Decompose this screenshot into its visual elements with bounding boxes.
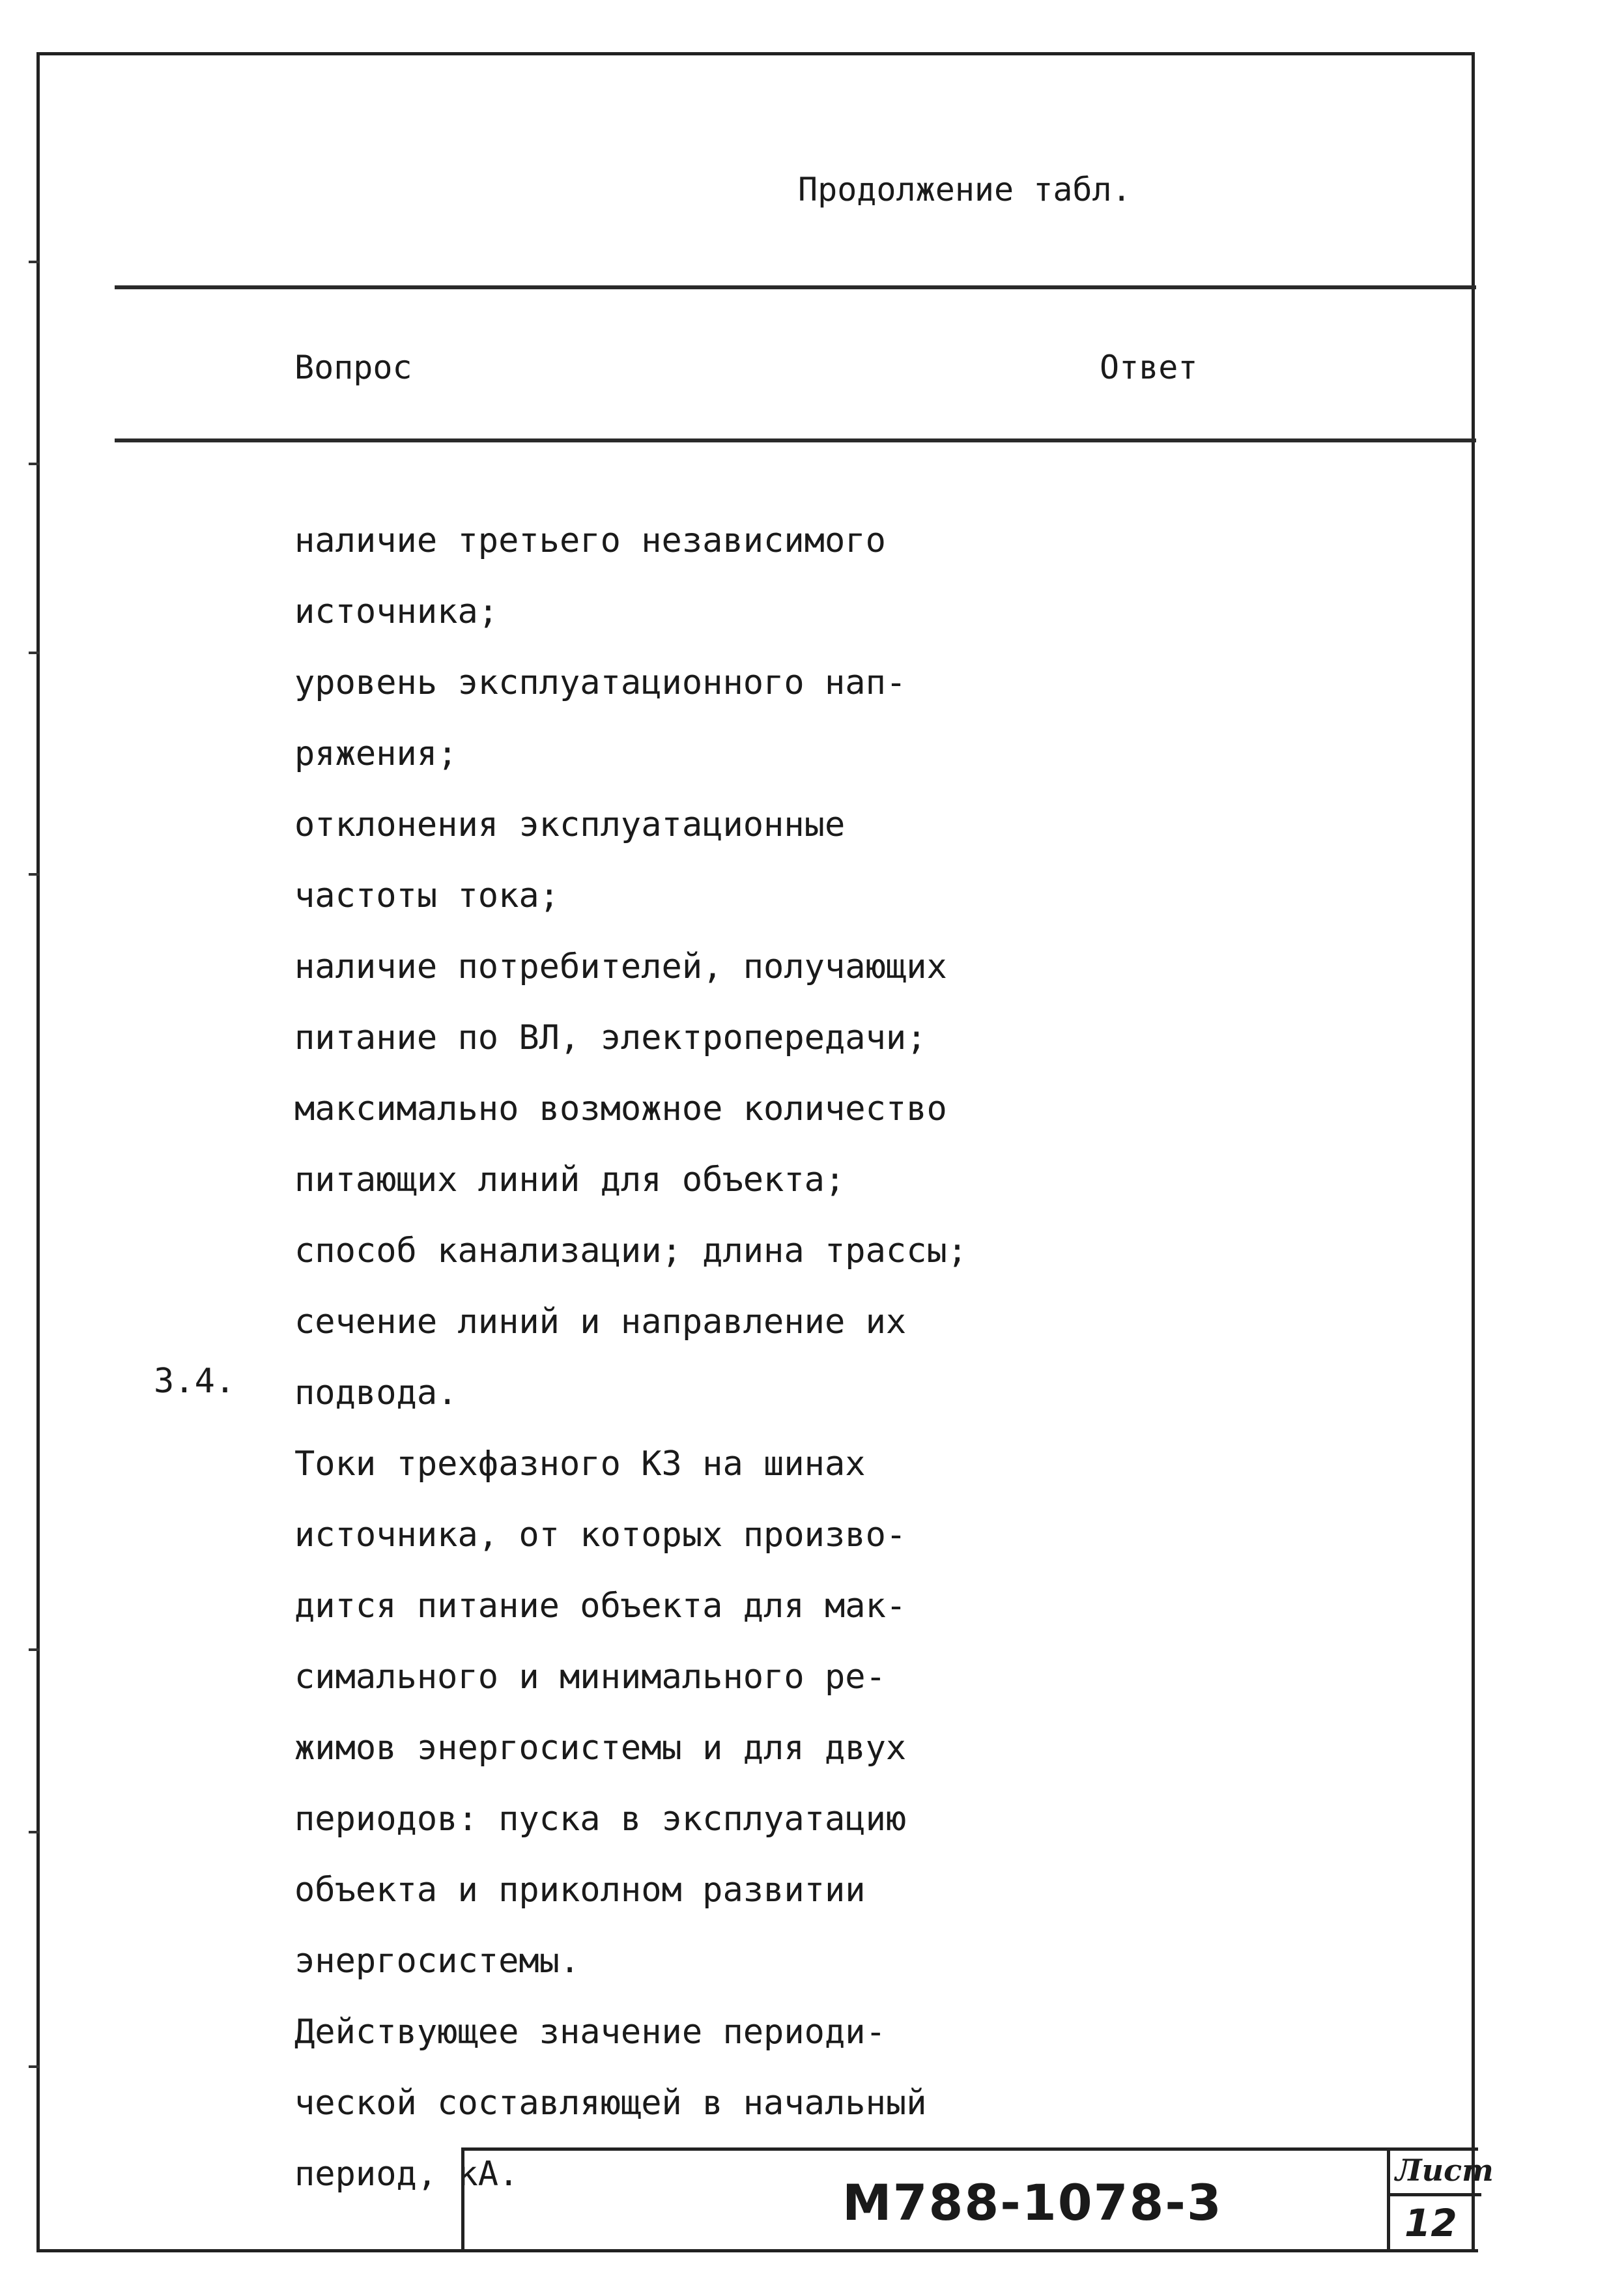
question-line: способ канализации; длина трассы; — [294, 1231, 968, 1271]
question-line: наличие потребителей, получающих — [294, 947, 947, 986]
item-number: 3.4. — [154, 1362, 236, 1401]
table-continuation-label: Продолжение табл. — [798, 171, 1132, 208]
question-line: подвода. — [294, 1373, 458, 1413]
question-line: отклонения эксплуатационные — [294, 805, 846, 844]
title-block — [461, 2147, 1494, 2252]
question-line: периодов: пуска в эксплуатацию — [294, 1800, 907, 1839]
edge-tick — [29, 1831, 39, 1833]
question-line: ческой составляющей в начальный — [294, 2084, 927, 2123]
edge-tick — [29, 2065, 39, 2068]
question-line: объекта и приколном развитии — [294, 1871, 866, 1910]
question-line: источника; — [294, 592, 499, 631]
edge-tick — [29, 463, 39, 465]
question-line: энергосистемы. — [294, 1942, 580, 1981]
document-code: М788-1078-3 — [842, 2174, 1223, 2232]
question-line: максимально возможное количество — [294, 1089, 947, 1128]
edge-tick — [29, 261, 39, 263]
question-line: ряжения; — [294, 734, 458, 773]
table-header-top-rule — [115, 285, 1476, 289]
column-header-question: Вопрос — [294, 349, 412, 386]
edge-tick — [29, 873, 39, 876]
question-line: наличие третьего независимого — [294, 521, 886, 560]
column-header-answer: Ответ — [1100, 349, 1198, 386]
question-line: питание по ВЛ, электропередачи; — [294, 1018, 927, 1057]
question-line: симального и минимального ре- — [294, 1658, 886, 1697]
question-line: дится питание объекта для мак- — [294, 1587, 907, 1626]
edge-tick — [29, 652, 39, 654]
sheet-cell-divider — [1390, 2193, 1481, 2196]
question-line: источника, от которых произво- — [294, 1515, 907, 1555]
question-line: период, кА. — [294, 2155, 519, 2194]
edge-tick — [29, 1648, 39, 1651]
question-line: Действующее значение периоди- — [294, 2013, 886, 2052]
sheet-label: Лист — [1395, 2153, 1494, 2188]
question-line: питающих линий для объекта; — [294, 1160, 846, 1199]
question-line: жимов энергосистемы и для двух — [294, 1729, 907, 1768]
question-line: сечение линий и направление их — [294, 1302, 907, 1342]
sheet-number: 12 — [1404, 2201, 1457, 2245]
sheet-cell — [1387, 2147, 1494, 2252]
table-header-bottom-rule — [115, 438, 1476, 442]
question-line: уровень эксплуатационного нап- — [294, 663, 907, 702]
question-text-block — [294, 506, 1337, 2210]
question-line: Токи трехфазного КЗ на шинах — [294, 1444, 866, 1484]
question-line: частоты тока; — [294, 876, 560, 915]
